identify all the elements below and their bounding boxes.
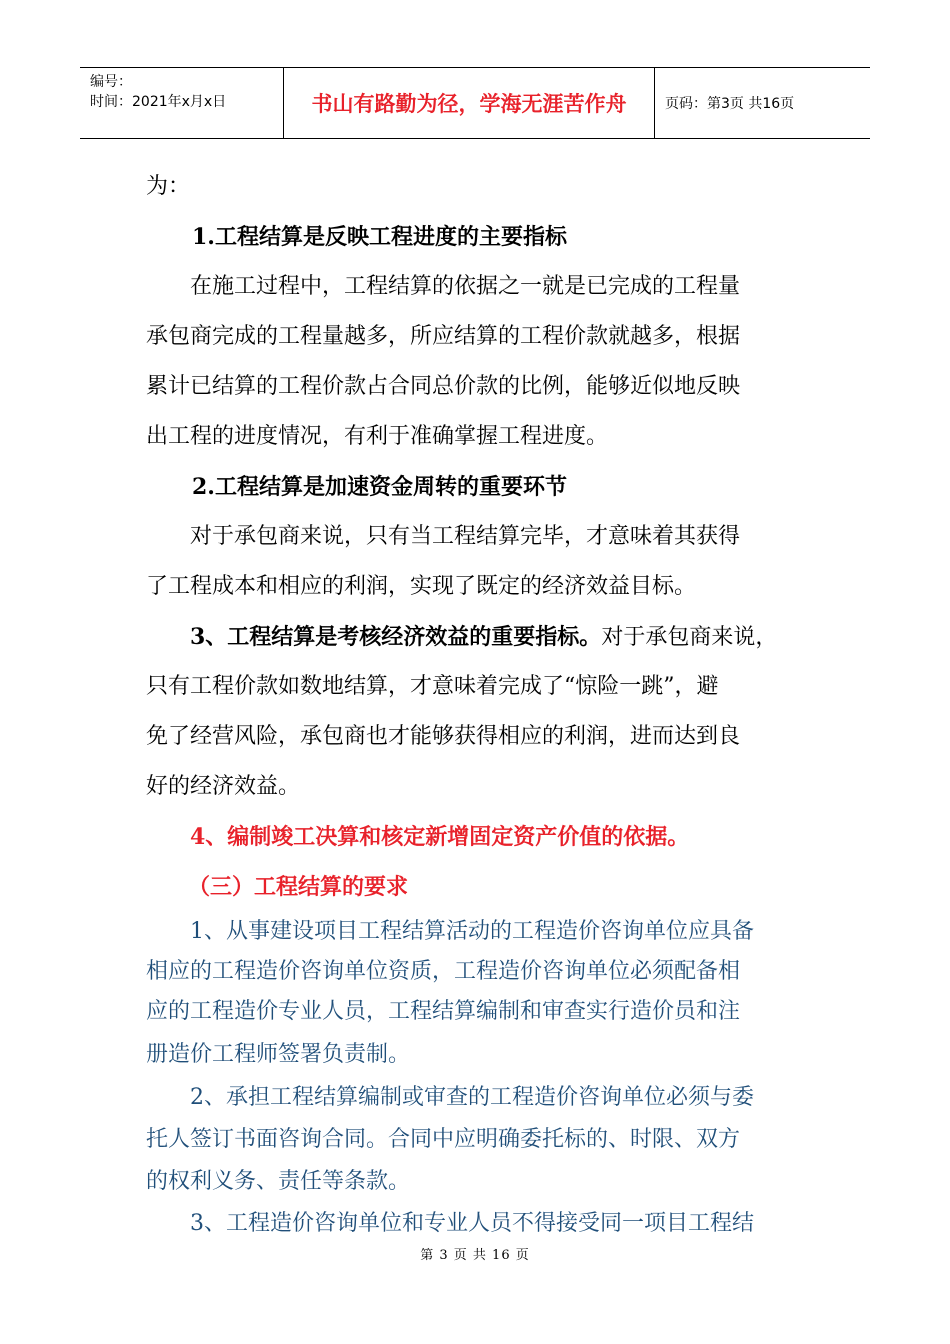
text-line: 好的经济效益。 (146, 774, 301, 799)
page-footer: 第 3 页 共 16 页 (420, 1248, 530, 1263)
text-line: 累计已结算的工程价款占合同总价款的比例，能够近似地反映 (146, 374, 741, 399)
text-line: 册造价工程师签署负责制。 (146, 1042, 411, 1067)
text-line: 2、承担工程结算编制或审查的工程造价咨询单位必须与委 (190, 1085, 754, 1110)
text-run: 对于承包商来说， (601, 625, 778, 650)
text-line (146, 612, 826, 662)
date-label: 时间：2021年x月x日 (90, 94, 227, 110)
page-header (80, 67, 870, 139)
section-heading-4: 4、编制竣工决算和核定新增固定资产价值的依据。 (190, 824, 690, 850)
header-page-number: 页码：第3页 共16页 (665, 96, 795, 112)
section-heading-2: 2.工程结算是加速资金周转的重要环节 (192, 474, 567, 500)
text-line: 在施工过程中，工程结算的依据之一就是已完成的工程量 (190, 274, 741, 299)
text-line: 应的工程造价专业人员，工程结算编制和审查实行造价员和注 (146, 999, 741, 1024)
header-meta (80, 68, 283, 138)
text-line: 为： (146, 174, 191, 199)
text-line: 对于承包商来说，只有当工程结算完毕，才意味着其获得 (190, 524, 741, 549)
section-heading-3: 3、工程结算是考核经济效益的重要指标。 (190, 624, 602, 650)
text-line: 承包商完成的工程量越多，所应结算的工程价款就越多，根据 (146, 324, 741, 349)
text-line: 1、从事建设项目工程结算活动的工程造价咨询单位应具备 (190, 919, 754, 944)
text-line: 免了经营风险，承包商也才能够获得相应的利润，进而达到良 (146, 724, 741, 749)
header-motto: 书山有路勤为径，学海无涯苦作舟 (283, 68, 655, 138)
text-line: 的权利义务、责任等条款。 (146, 1169, 411, 1194)
serial-number-label: 编号： (90, 74, 132, 90)
text-line: 3、工程造价咨询单位和专业人员不得接受同一项目工程结 (190, 1211, 754, 1236)
section-heading-1: 1.工程结算是反映工程进度的主要指标 (192, 224, 567, 250)
text-line: 只有工程价款如数地结算，才意味着完成了“惊险一跳”，避 (146, 674, 719, 699)
text-line: 了工程成本和相应的利润，实现了既定的经济效益目标。 (146, 574, 697, 599)
document-body (146, 162, 826, 1245)
text-line: 托人签订书面咨询合同。合同中应明确委托标的、时限、双方 (146, 1127, 741, 1152)
text-line: 相应的工程造价咨询单位资质，工程造价咨询单位必须配备相 (146, 959, 741, 984)
subsection-heading: （三）工程结算的要求 (188, 874, 409, 900)
text-line: 出工程的进度情况，有利于准确掌握工程进度。 (146, 424, 609, 449)
